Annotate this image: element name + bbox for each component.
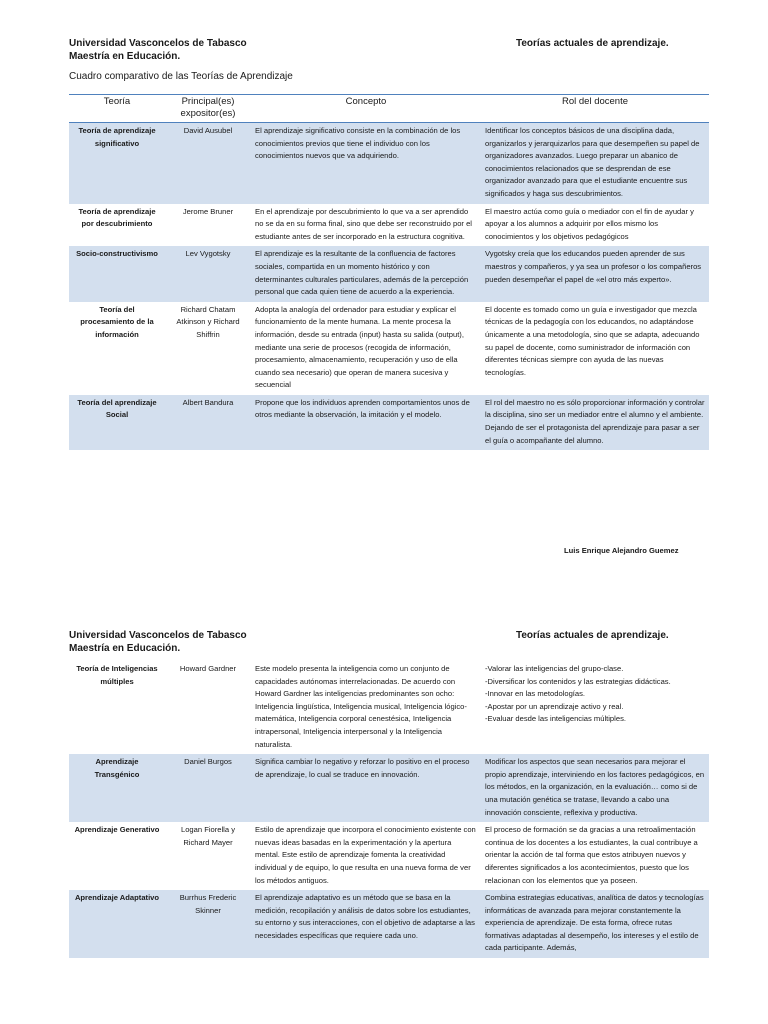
university-name: Universidad Vasconcelos de Tabasco [69,630,247,641]
author-cell: Lev Vygotsky [165,246,251,301]
concept-cell: Adopta la analogía del ordenador para estudiar y explicar el funcionamiento de la mente humana. La mente procesa la información, desde su entrada (input) hasta su salida (output), mediante una serie de procesos (recogida de información, procesamiento, almacenamiento, recuperación y uso de ella cuando sea necesario) que operan de manera sucesiva y secuencial [255,304,464,390]
university-name: Universidad Vasconcelos de Tabasco [69,38,247,49]
table-row [69,754,709,822]
concept-cell: Este modelo presenta la inteligencia como un conjunto de capacidades autónomas interrelacionadas. De acuerdo con Howard Gardner las inteligencias predominantes son ocho: Inteligencia lingüística, Inteligencia musical, Inteligencia lógico-matemática, Inteligencia corporal cenestésica, Inteligencia intrapersonal, Inteligencia interpersonal y la Inteligencia naturalista. [255,664,467,749]
theory-cell: Teoría del aprendizaje Social [69,395,165,450]
concept-cell: En el aprendizaje por descubrimiento lo que va a ser aprendido no se da en su forma final, sino que debe ser reconstruido por el estudiante antes de ser incorporado en la estructura cognitiva. [255,206,472,241]
role-cell: Identificar los conceptos básicos de una disciplina dada, organizarlos y jerarquizarlos para que desempeñen su papel de organizadores avanzados. Luego preparar un abanico de conocimientos relacionados que se desprendan de ese organizador avanzado para que el estudiante encuentre sus significados y haga sus descubrimientos. [481,123,709,204]
table-row [69,890,709,958]
table-row [69,395,709,450]
role-cell: Combina estrategias educativas, analítica de datos y tecnologías informáticas de avanzada para mejorar constantemente la experiencia de aprendizaje. De esta forma, ofrece rutas formativas adaptadas al desempeño, los intereses y el estilo de cada participante. Además, [481,890,709,958]
column-header-theory: Teoría [103,96,131,107]
author-cell: Richard Chatam Atkinson y Richard Shiffrin [176,304,240,339]
course-title: Teorías actuales de aprendizaje. [516,38,669,49]
theory-cell: Teoría de aprendizaje por descubrimiento [78,206,156,229]
concept-cell: El aprendizaje adaptativo es un método que se basa en la medición, recopilación y análisis de datos sobre los estudiantes, su entorno y sus interacciones, con el objetivo de adaptarse a las necesidades específicas que requiere cada uno. [251,890,481,958]
column-header-author: Principal(es) expositor(es) [180,96,236,119]
table-row [69,123,709,204]
author-cell: Jerome Bruner [182,206,234,216]
table-row [69,246,709,301]
comparison-table-continued [69,661,709,958]
role-cell: Modificar los aspectos que sean necesarios para mejorar el propio aprendizaje, interviniendo en los factores pedagógicos, en los métodos, en la organización, en la evaluación… como si de una mutación genética se tratase, llevando a cabo una innovación consciente, reflexiva y productiva. [481,754,709,822]
theory-cell: Teoría de aprendizaje significativo [69,123,165,204]
table-row [69,661,709,754]
table-header-row [69,95,709,123]
table-row [69,204,709,247]
role-cell: Vygotsky creía que los educandos pueden aprender de sus maestros y compañeros, y ya sea un profesor o los compañeros pueden desempeñar el papel de «el otro más experto». [481,246,709,301]
theory-cell: Aprendizaje Generativo [74,825,160,835]
document-subtitle: Cuadro comparativo de las Teorías de Aprendizaje [69,71,293,82]
role-cell: El maestro actúa como guía o mediador con el fin de ayudar y apoyar a los alumnos a adquirir por ellos mismo los conocimientos y los objetivos pedagógicos [485,206,694,241]
author-cell: Daniel Burgos [165,754,251,822]
concept-cell: Propone que los individuos aprenden comportamientos unos de otros mediante la observación, la imitación y el modelo. [251,395,481,450]
concept-cell: El aprendizaje es la resultante de la confluencia de factores sociales, compartida en un momento histórico y con determinantes culturales particulares, además de la percepción personal que cada quien tiene de acuerdo a la experiencia. [251,246,481,301]
role-cell: El rol del maestro no es sólo proporcionar información y controlar la disciplina, sino ser un mediador entre el alumno y el ambiente. Dejando de ser el protagonista del aprendizaje para pasar a ser el guía o acompañante del alumno. [481,395,709,450]
university-header [69,629,247,655]
program-name: Maestría en Educación. [69,643,181,654]
concept-cell: El aprendizaje significativo consiste en la combinación de los conocimientos previos que tiene el individuo con los conocimientos nuevos que va adquiriendo. [251,123,481,204]
theory-cell: Aprendizaje Adaptativo [69,890,165,958]
author-cell: Burrhus Frederic Skinner [165,890,251,958]
university-header [69,37,247,63]
role-cell: El proceso de formación se da gracias a una retroalimentación continua de los docentes a los estudiantes, la cual contribuye a orientar la acción de tal forma que estos atribuyen nuevos y diferentes significados a los acontecimientos, puesto que los relacionan con los elementos que ya poseen. [485,825,698,885]
table-row [69,822,709,890]
theory-cell: Teoría de Inteligencias múltiples [76,664,158,686]
author-cell: Logan Fiorella y Richard Mayer [180,825,236,847]
course-title: Teorías actuales de aprendizaje. [516,630,669,641]
column-header-concept: Concepto [345,96,387,107]
role-cell: -Valorar las inteligencias del grupo-clase. -Diversificar los contenidos y las estrategias didácticas. -Innovar en las metodologías. -Apostar por un aprendizaje activo y real. -Evaluar desde las inteligencias múltiples. [485,664,671,724]
concept-cell: Estilo de aprendizaje que incorpora el conocimiento existente con nuevas ideas basadas en la experimentación y la apertura mental. Este estilo de aprendizaje fomenta la creatividad individual y de equipo, lo que resulta en una nueva forma de ver los métodos antiguos. [255,825,476,885]
program-name: Maestría en Educación. [69,51,181,62]
comparison-table [69,94,709,450]
theory-cell: Teoría del procesamiento de la información [80,304,154,339]
author-cell: David Ausubel [165,123,251,204]
document-page-2 [0,600,768,1024]
author-cell: Albert Bandura [165,395,251,450]
theory-cell: Aprendizaje Transgénico [69,754,165,822]
concept-cell: Significa cambiar lo negativo y reforzar lo positivo en el proceso de aprendizaje, lo cual se traduce en innovación. [251,754,481,822]
author-cell: Howard Gardner [179,664,237,673]
theory-cell: Socio-constructivismo [69,246,165,301]
column-header-role: Rol del docente [561,96,629,107]
role-cell: El docente es tomado como un guía e investigador que mezcla técnicas de la pedagogía con los educandos, no adaptándose únicamente a una metodología, sino que se adapta, adecuando su papel de docente, como suministrador de información con diferentes técnicas siempre con ayuda de las nuevas tecnologías. [485,304,700,377]
table-row [69,302,709,395]
author-signature: Luis Enrique Alejandro Guemez [564,546,679,555]
